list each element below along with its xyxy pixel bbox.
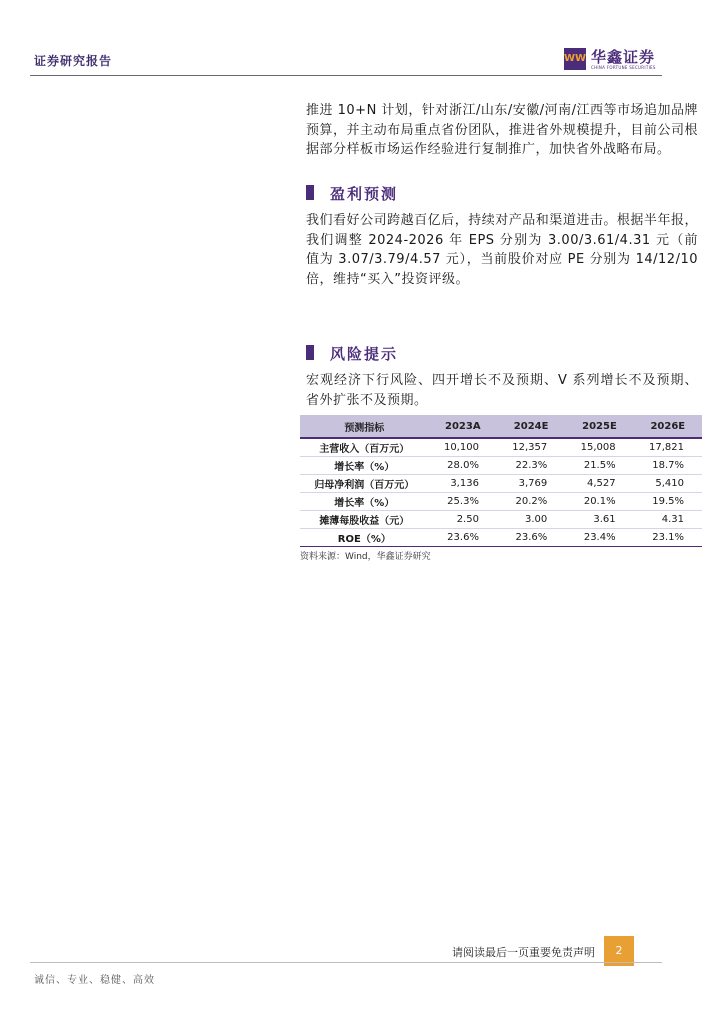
table-cell: 4,527 — [565, 475, 633, 493]
table-cell: 3,136 — [429, 475, 497, 493]
intro-paragraph: 推进 10+N 计划，针对浙江/山东/安徽/河南/江西等市场追加品牌预算，并主动布局重点省份团队，推进省外规模提升，目前公司根据部分样板市场运作经验进行复制推广，加快省外战略布局。 — [306, 103, 698, 157]
risk-paragraph: 宏观经济下行风险、四开增长不及预期、V 系列增长不及预期、省外扩张不及预期。 — [306, 373, 698, 408]
table-source-note: 资料来源：Wind，华鑫证券研究 — [300, 552, 431, 562]
disclaimer-link[interactable]: 请阅读最后一页重要免责声明 — [452, 946, 595, 959]
row-label: 主营收入（百万元） — [300, 438, 429, 457]
row-label: ROE（%） — [300, 529, 429, 547]
page-number: 2 — [604, 936, 634, 966]
table-cell: 20.1% — [565, 493, 633, 511]
section-marker — [306, 185, 314, 200]
table-row — [300, 475, 702, 493]
forecast-table — [300, 415, 702, 547]
table-cell: 15,008 — [565, 438, 633, 457]
table-row — [300, 438, 702, 457]
table-cell: 4.31 — [634, 511, 702, 529]
table-row — [300, 493, 702, 511]
table-cell: 17,821 — [634, 438, 702, 457]
table-cell: 3.00 — [497, 511, 565, 529]
table-cell: 20.2% — [497, 493, 565, 511]
footer-motto: 诚信、专业、稳健、高效 — [34, 975, 155, 986]
table-header-cell: 2024E — [497, 415, 565, 438]
table-cell: 12,357 — [497, 438, 565, 457]
section-marker — [306, 345, 314, 360]
table-header-cell: 2026E — [634, 415, 702, 438]
table-row — [300, 457, 702, 475]
table-header-cell: 2025E — [565, 415, 633, 438]
table-cell: 23.4% — [565, 529, 633, 547]
risk-section-title: 风险提示 — [330, 345, 399, 363]
table-row — [300, 511, 702, 529]
table-header-cell: 2023A — [429, 415, 497, 438]
table-cell: 2.50 — [429, 511, 497, 529]
table-cell: 28.0% — [429, 457, 497, 475]
footer-divider — [30, 962, 662, 963]
table-cell: 23.6% — [497, 529, 565, 547]
header-divider — [30, 75, 662, 76]
table-cell: 18.7% — [634, 457, 702, 475]
row-label: 归母净利润（百万元） — [300, 475, 429, 493]
table-cell: 3.61 — [565, 511, 633, 529]
forecast-paragraph: 我们看好公司跨越百亿后，持续对产品和渠道进击。根据半年报，我们调整 2024-2026 年 EPS 分别为 3.00/3.61/4.31 元（前值为 3.07/3.79/4.57 元），当前股价对应 PE 分别为 14/12/10 倍，维持“买入”投资评级。 — [306, 213, 698, 287]
wave-logo-icon: WW — [564, 48, 586, 70]
table-cell: 5,410 — [634, 475, 702, 493]
table-header-row — [300, 415, 702, 438]
table-cell: 23.6% — [429, 529, 497, 547]
table-cell: 23.1% — [634, 529, 702, 547]
row-label: 增长率（%） — [300, 457, 429, 475]
table-cell: 3,769 — [497, 475, 565, 493]
row-label: 增长率（%） — [300, 493, 429, 511]
table-cell: 21.5% — [565, 457, 633, 475]
logo-english: CHINA FORTUNE SECURITIES — [591, 65, 656, 70]
forecast-section-title: 盈利预测 — [330, 185, 399, 203]
table-cell: 19.5% — [634, 493, 702, 511]
row-label: 摊薄每股收益（元） — [300, 511, 429, 529]
logo-name: 华鑫证券 — [591, 48, 656, 66]
table-header-cell: 预测指标 — [300, 415, 429, 438]
report-type-label: 证券研究报告 — [34, 54, 113, 68]
table-cell: 10,100 — [429, 438, 497, 457]
company-logo — [564, 46, 674, 74]
table-row — [300, 529, 702, 547]
table-cell: 25.3% — [429, 493, 497, 511]
table-cell: 22.3% — [497, 457, 565, 475]
